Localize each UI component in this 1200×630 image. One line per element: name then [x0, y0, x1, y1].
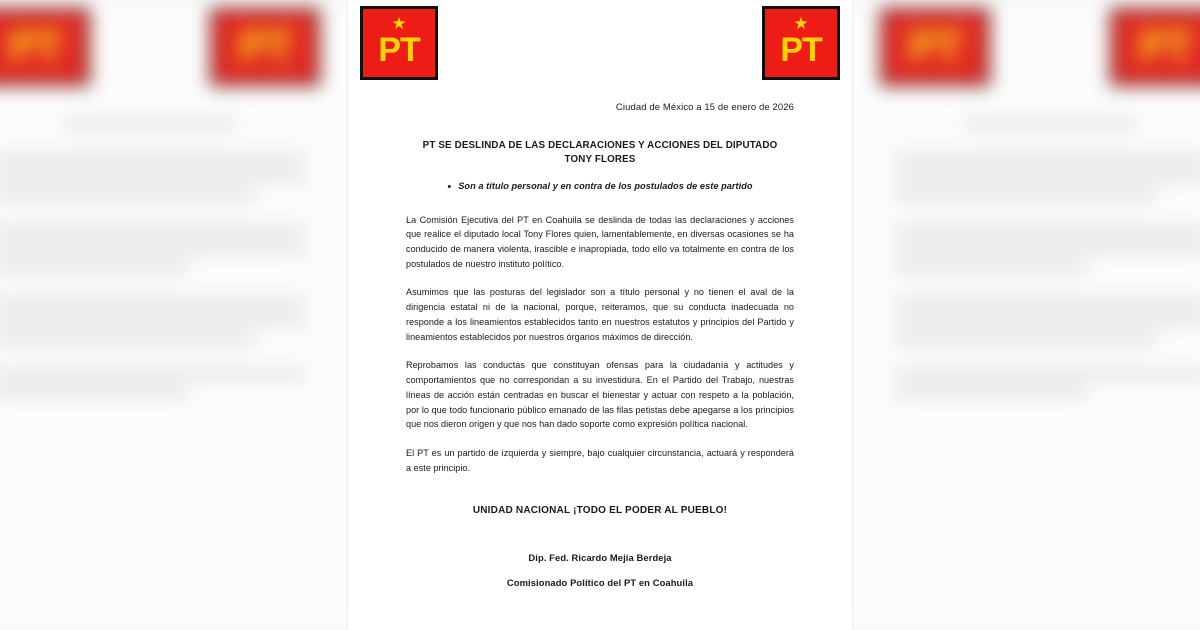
pt-logo-left-icon	[360, 6, 438, 80]
background-pt-logo	[210, 8, 320, 86]
background-line	[895, 336, 1155, 344]
background-line	[895, 192, 1155, 200]
document-header-logos	[348, 0, 852, 98]
star-icon: ★	[793, 14, 809, 33]
document-date: Ciudad de México a 15 de enero de 2026	[615, 102, 794, 113]
document-subtitle-bullet	[406, 181, 794, 194]
background-line	[895, 173, 1200, 181]
document-title	[406, 139, 794, 167]
background-line	[0, 389, 187, 397]
signature-name: Dip. Fed. Ricardo Mejía Berdeja	[528, 552, 672, 564]
background-pt-logo	[0, 8, 90, 86]
press-release-document	[348, 0, 852, 630]
bullet-icon: •	[447, 181, 452, 194]
background-line	[0, 264, 187, 272]
document-paragraph: Reprobamos las conductas que constituyan ofensas para la ciudadanía y actitudes y comportamientos que no correspondan a su investidura. En el Partido del Trabajo, nuestras líneas de acción están centradas en buscar el bienestar y actuar con respeto a la población, por lo que todo funcionario público emanado de las filas petistas debe apegarse a los principios que nos dieron origen y que nos han dado soporte como expresión política nacional.	[406, 360, 794, 430]
background-line	[0, 192, 255, 200]
document-title-line-2: TONY FLORES	[564, 154, 636, 166]
star-icon: ★	[391, 14, 407, 33]
background-line	[895, 370, 1200, 378]
background-line	[0, 298, 305, 306]
background-line	[0, 370, 305, 378]
background-pt-logo-text: PT	[1138, 22, 1192, 71]
background-pt-logo-text: PT	[8, 22, 62, 71]
document-paragraph: El PT es un partido de izquierda y siempre, bajo cualquier circunstancia, actuará y responderá a este principio.	[406, 447, 794, 473]
background-line	[0, 336, 255, 344]
background-line	[0, 226, 305, 234]
background-pt-logo	[880, 8, 990, 86]
background-line	[895, 245, 1200, 253]
document-title-line-1: PT SE DESLINDA DE LAS DECLARACIONES Y ACCIONES DEL DIPUTADO	[422, 140, 778, 151]
background-blur-left	[0, 0, 360, 630]
background-line	[0, 154, 305, 162]
background-logos-right	[840, 8, 1200, 98]
document-paragraph: La Comisión Ejecutiva del PT en Coahuila se deslinda de todas las declaraciones y acciones que realice el diputado local Tony Flores quien, lamentablemente, en diversas ocasiones se ha conducido de manera violenta, irascible e inapropiada, todo ello va totalmente en contra de los postulados de nuestro instituto político.	[406, 214, 794, 269]
pt-logo-left-text: PT	[378, 30, 420, 69]
signature-role: Comisionado Político del PT en Coahuila	[506, 577, 694, 589]
background-line	[895, 154, 1200, 162]
background-line	[0, 317, 305, 325]
pt-logo-right-icon	[762, 6, 840, 80]
pt-logo-right-text: PT	[780, 30, 822, 69]
background-line	[895, 298, 1200, 306]
background-line	[965, 120, 1136, 128]
background-text-lines-right	[895, 120, 1200, 408]
background-line	[895, 389, 1087, 397]
background-pt-logo-text: PT	[238, 22, 292, 71]
background-blur-right	[840, 0, 1200, 630]
background-line	[895, 226, 1200, 234]
background-pt-logo-text: PT	[908, 22, 962, 71]
background-text-lines-left	[0, 120, 305, 408]
document-subtitle-text: Son a título personal y en contra de los postulados de este partido	[458, 181, 753, 192]
background-line	[0, 245, 305, 253]
document-paragraph: Asumimos que las posturas del legislador son a título personal y no tienen el aval de la dirigencia estatal ni de la nacional, porque, reiteramos, que su conducta inadecuada no responde a los lineamientos establecidos tanto en nuestros estatutos y principios del Partido y lineamientos establecidos por nuestros órganos máximos de dirección.	[406, 287, 794, 342]
background-logos-left	[0, 8, 360, 98]
background-line	[65, 120, 236, 128]
background-pt-logo	[1110, 8, 1200, 86]
background-line	[895, 317, 1200, 325]
document-slogan: UNIDAD NACIONAL ¡TODO EL PODER AL PUEBLO!	[472, 505, 728, 517]
background-line	[895, 264, 1087, 272]
document-body	[348, 102, 852, 588]
background-line	[0, 173, 305, 181]
